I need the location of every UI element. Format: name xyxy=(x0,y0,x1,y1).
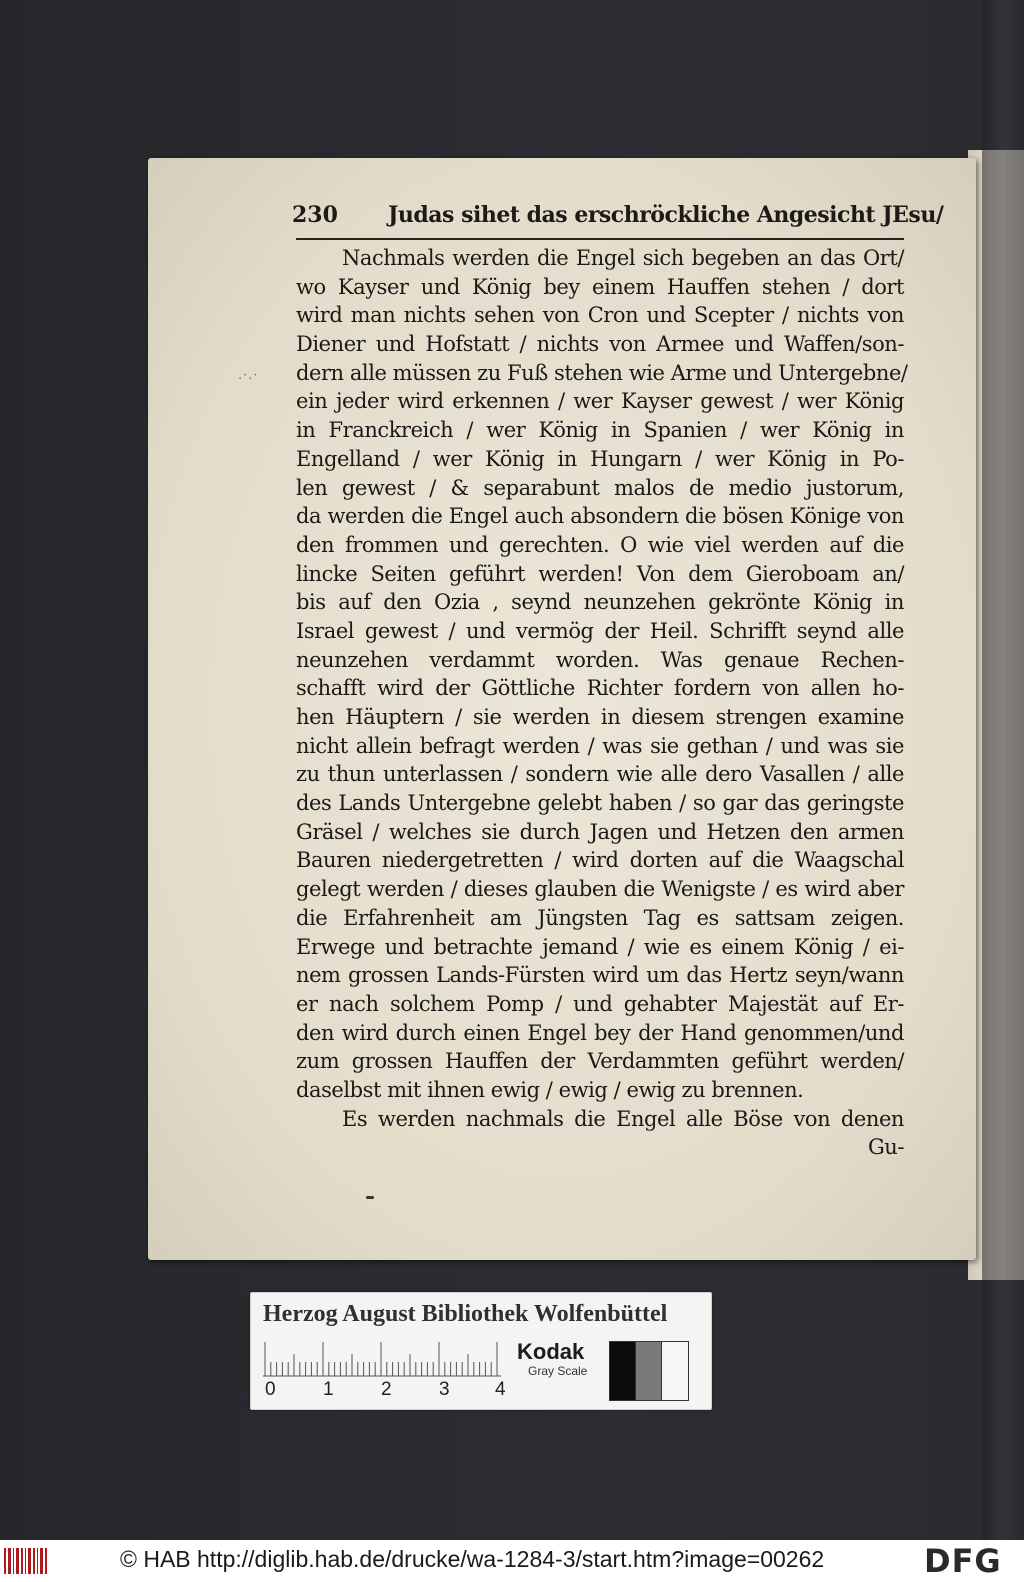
text-line: Diener und Hofstatt / nichts von Armee und Waffen/son- xyxy=(296,332,904,357)
swatch-white xyxy=(661,1341,689,1401)
text-line: den frommen und gerechten. O wie viel werden auf die xyxy=(296,532,904,557)
text-line: len gewest / & separabunt malos de medio justorum, xyxy=(296,475,904,500)
page-number: 230 xyxy=(292,202,338,228)
body-text xyxy=(296,244,908,1162)
swatch-gray xyxy=(635,1341,663,1401)
text-line: wo Kayser und König bey einem Hauffen stehen / dort xyxy=(296,274,904,299)
text-line: nicht allein befragt werden / was sie gethan / und was sie xyxy=(296,733,904,758)
text-line: Es werden nachmals die Engel alle Böse von denen xyxy=(342,1106,904,1131)
ruler-number: 4 xyxy=(495,1379,506,1400)
ruler-numbers xyxy=(259,1379,509,1403)
text-line: des Lands Untergebne gelebt haben / so gar das geringste xyxy=(296,791,904,816)
library-name: Herzog August Bibliothek Wolfenbüttel xyxy=(263,1301,668,1327)
text-line: die Erfahrenheit am Jüngsten Tag es sattsam zeigen. xyxy=(296,905,904,930)
gray-scale-label: Gray Scale xyxy=(528,1364,588,1378)
text-line: nem grossen Lands-Fürsten wird um das Hertz seyn/wann xyxy=(296,963,904,988)
text-line: zum grossen Hauffen der Verdammten geführt werden/ xyxy=(296,1049,904,1074)
text-line: gelegt werden / dieses glauben die Wenigste / es wird aber xyxy=(296,877,904,902)
text-line: bis auf den Ozia , seynd neunzehen gekrönte König in xyxy=(296,590,904,615)
text-line: Bauren niedergetretten / wird dorten auf die Waagschal xyxy=(296,848,904,873)
text-line: in Franckreich / wer König in Spanien / wer König in xyxy=(296,418,904,443)
text-line: Nachmals werden die Engel sich begeben an das Ort/ xyxy=(342,246,904,270)
footer-bar xyxy=(0,1540,1024,1582)
text-line: den wird durch einen Engel bey der Hand genommen/und xyxy=(296,1020,904,1045)
swatch-black xyxy=(609,1341,637,1401)
ruler-scale xyxy=(263,1341,501,1377)
text-line: daselbst mit ihnen ewig / ewig / ewig zu brennen. xyxy=(296,1077,804,1102)
text-line: lincke Seiten geführt werden! Von dem Gieroboam an/ xyxy=(296,561,904,586)
copyright-url[interactable]: © HAB http://diglib.hab.de/drucke/wa-1284-3/start.htm?image=00262 xyxy=(120,1546,825,1572)
margin-mark: .·.· xyxy=(238,368,259,383)
color-reference-card xyxy=(250,1292,712,1410)
text-line: schafft wird der Göttliche Richter fordern von allen ho- xyxy=(296,676,904,701)
catchword: Gu- xyxy=(867,1135,904,1160)
ruler-number: 2 xyxy=(381,1379,392,1400)
text-line: neunzehen verdammt worden. Was genaue Rechen- xyxy=(296,647,904,672)
text-line: Erwege und betrachte jemand / wie es einem König / ei- xyxy=(296,934,904,959)
text-line: ein jeder wird erkennen / wer Kayser gewest / wer König xyxy=(296,389,904,414)
text-line: Gräsel / welches sie durch Jagen und Hetzen den armen xyxy=(296,819,904,844)
hab-logo-icon xyxy=(4,1548,48,1574)
ruler-number: 1 xyxy=(323,1379,334,1400)
text-line: Engelland / wer König in Hungarn / wer König in Po- xyxy=(296,446,904,471)
text-line: Israel gewest / und vermög der Heil. Schrifft seynd alle xyxy=(296,618,904,643)
text-line: dern alle müssen zu Fuß stehen wie Arme und Untergebne/ xyxy=(296,360,908,385)
text-line: da werden die Engel auch absondern die bösen Könige von xyxy=(296,504,904,529)
ink-mark xyxy=(366,1196,374,1199)
dfg-logo: DFG xyxy=(924,1542,1002,1580)
running-head xyxy=(292,198,944,236)
text-line: er nach solchem Pomp / und gehabter Majestät auf Er- xyxy=(296,991,904,1016)
text-line: hen Häuptern / sie werden in diesem strengen examine xyxy=(296,705,904,729)
kodak-logo: Kodak xyxy=(517,1339,585,1364)
book-spine-shadow xyxy=(982,0,1024,1540)
header-rule xyxy=(296,238,904,240)
text-line: zu thun unterlassen / sondern wie alle dero Vasallen / alle xyxy=(296,762,904,787)
running-title: Judas sihet das erschröckliche Angesicht JEsu/ xyxy=(388,202,944,228)
ruler-number: 3 xyxy=(439,1379,450,1400)
ruler-number: 0 xyxy=(265,1379,276,1400)
text-line: wird man nichts sehen von Cron und Scepter / nichts von xyxy=(296,303,904,328)
